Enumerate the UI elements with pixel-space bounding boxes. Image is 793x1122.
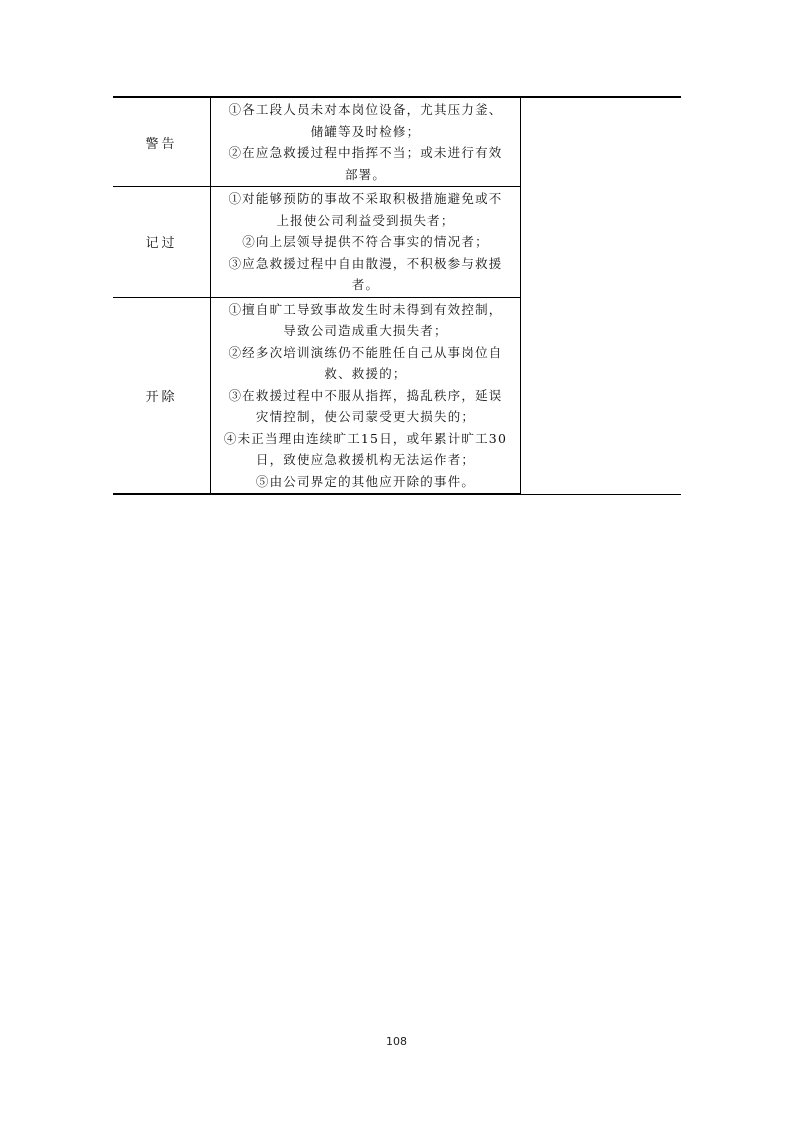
penalty-table xyxy=(113,96,681,495)
description-line: 上报使公司利益受到损失者； xyxy=(276,212,455,228)
table-row xyxy=(113,97,681,187)
description-line: ④未正当理由连续旷工15日，或年累计旷工30 xyxy=(223,430,508,446)
description-line: ②经多次培训演练仍不能胜任自己从事岗位自 xyxy=(228,344,503,360)
description-line: 日，致使应急救援机构无法运作者； xyxy=(255,452,476,467)
description-line: ①擅自旷工导致事故发生时未得到有效控制， xyxy=(228,301,503,317)
penalty-category-demerit: 记过 xyxy=(113,187,211,298)
description-line: 储罐等及时检修； xyxy=(310,123,421,139)
penalty-category-dismissal: 开除 xyxy=(113,297,211,494)
penalty-description-dismissal xyxy=(211,297,521,494)
description-line: ③在救援过程中不服从指挥，捣乱秩序，延误 xyxy=(228,387,503,403)
description-line: 救、救援的； xyxy=(324,366,407,381)
page-number: 108 xyxy=(386,1035,407,1048)
description-line: ①各工段人员未对本岗位设备，尤其压力釜、 xyxy=(228,102,503,117)
remarks-cell xyxy=(521,97,682,494)
penalty-description-demerit xyxy=(211,187,521,298)
description-line: 者。 xyxy=(351,277,380,292)
description-line: ⑤由公司界定的其他应开除的事件。 xyxy=(255,473,476,489)
description-line: 灾情控制，使公司蒙受更大损失的； xyxy=(255,409,476,424)
description-line: 导致公司造成重大损失者； xyxy=(283,323,448,338)
description-line: ②向上层领导提供不符合事实的情况者； xyxy=(242,234,489,249)
penalty-description-warning xyxy=(211,97,521,187)
description-line: 部署。 xyxy=(344,166,387,182)
description-line: ③应急救援过程中自由散漫，不积极参与救援 xyxy=(228,255,503,271)
description-line: ①对能够预防的事故不采取积极措施避免或不 xyxy=(228,191,503,206)
description-line: ②在应急救援过程中指挥不当；或未进行有效 xyxy=(228,145,503,160)
penalty-category-warning: 警告 xyxy=(113,97,211,187)
